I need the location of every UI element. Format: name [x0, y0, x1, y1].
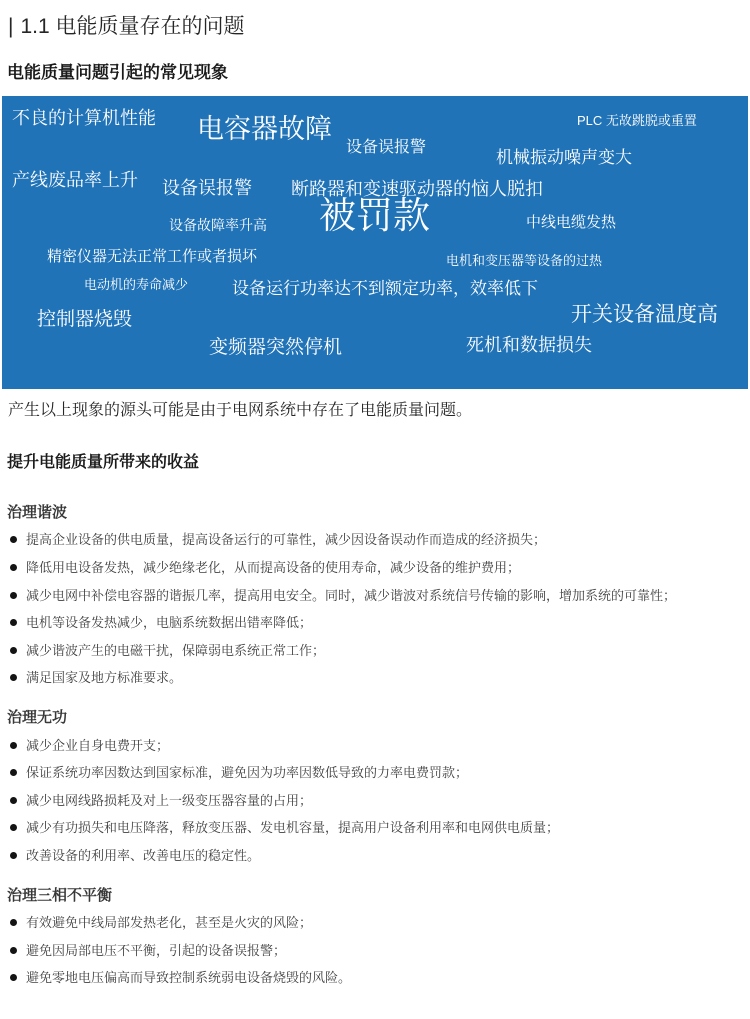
wordcloud-term: 断路器和变速驱动器的恼人脱扣 [291, 178, 543, 199]
wordcloud-term: 设备运行功率达不到额定功率，效率低下 [232, 278, 538, 298]
wordcloud-term: 精密仪器无法正常工作或者损坏 [47, 247, 258, 265]
wordcloud-term: 机械振动噪声变大 [496, 147, 632, 167]
bullet-list [0, 915, 750, 986]
section-harmonics [0, 503, 750, 686]
wordcloud-term: 开关设备温度高 [571, 302, 718, 326]
wordcloud-term: 中线电缆发热 [526, 213, 617, 231]
bullet-text: 降低用电设备发热，减少绝缘老化，从而提高设备的使用寿命，减少设备的维护费用； [26, 560, 521, 576]
list-item [10, 915, 750, 931]
bullet-text: 避免零地电压偏高而导致控制系统弱电设备烧毁的风险。 [26, 970, 352, 986]
bullet-icon [10, 647, 17, 654]
bullet-icon [10, 769, 17, 776]
bullet-text: 减少企业自身电费开支； [26, 737, 170, 753]
wordcloud-term: PLC 无故跳脱或重置 [577, 112, 697, 128]
bullet-text: 满足国家及地方标准要求。 [26, 670, 183, 686]
bullet-icon [10, 619, 17, 626]
list-item [10, 670, 750, 686]
page-title [8, 13, 750, 41]
bullet-icon [10, 564, 17, 571]
section-three-phase-unbalance [0, 886, 750, 986]
bullet-text: 避免因局部电压不平衡，引起的设备误报警； [26, 942, 287, 958]
title-marker: | [8, 15, 14, 38]
section-title: 治理无功 [7, 709, 68, 727]
list-item [10, 532, 750, 548]
section-title: 治理三相不平衡 [7, 886, 113, 904]
list-item [10, 848, 750, 864]
bullet-icon [10, 742, 17, 749]
bullet-text: 减少有功损失和电压降落，释放变压器、发电机容量，提高用户设备利用率和电网供电质量； [26, 820, 560, 836]
bullet-icon [10, 824, 17, 831]
section-title: 治理谐波 [7, 503, 68, 521]
wordcloud-term: 电动机的寿命减少 [84, 276, 189, 292]
list-item [10, 560, 750, 576]
bullet-icon [10, 974, 17, 981]
list-item [10, 738, 750, 754]
list-item [10, 765, 750, 781]
list-item [10, 643, 750, 659]
list-item [10, 820, 750, 836]
wordcloud-term: 控制器烧毁 [37, 308, 133, 330]
bullet-text: 电机等设备发热减少，电脑系统数据出错率降低； [26, 615, 313, 631]
wordcloud-term: 电机和变压器等设备的过热 [446, 252, 603, 268]
bullet-icon [10, 919, 17, 926]
list-item [10, 970, 750, 986]
bullet-icon [10, 674, 17, 681]
wordcloud-term: 不良的计算机性能 [12, 107, 156, 128]
list-item [10, 615, 750, 631]
wordcloud-term: 电容器故障 [197, 113, 332, 144]
wordcloud-term: 设备故障率升高 [169, 216, 267, 233]
section-reactive-power [0, 708, 750, 863]
wordcloud-term: 设备误报警 [346, 138, 427, 156]
bullet-text: 减少电网中补偿电容器的谐振几率，提高用电安全。同时，减少谐波对系统信号传输的影响，增加系统的可靠性； [26, 587, 677, 603]
bullet-list [0, 532, 750, 686]
list-item [10, 588, 750, 604]
bullet-text: 提高企业设备的供电质量，提高设备运行的可靠性，减少因设备误动作而造成的经济损失； [26, 532, 547, 548]
wordcloud-caption: 电能质量问题引起的常见现象 [7, 63, 228, 83]
bullet-icon [10, 797, 17, 804]
bullet-text: 有效避免中线局部发热老化，甚至是火灾的风险； [26, 915, 313, 931]
benefits-heading: 提升电能质量所带来的收益 [7, 453, 200, 471]
bullet-icon [10, 536, 17, 543]
list-item [10, 943, 750, 959]
wordcloud-term: 设备误报警 [162, 177, 252, 198]
bullet-icon [10, 852, 17, 859]
bullet-text: 保证系统功率因数达到国家标准，避免因为功率因数低导致的力率电费罚款； [26, 765, 469, 781]
bullet-text: 改善设备的利用率、改善电压的稳定性。 [26, 847, 261, 863]
wordcloud-term: 产线废品率上升 [12, 169, 138, 190]
wordcloud [2, 96, 748, 389]
bullet-list [0, 738, 750, 864]
lead-paragraph: 产生以上现象的源头可能是由于电网系统中存在了电能质量问题。 [8, 401, 473, 419]
wordcloud-term: 变频器突然停机 [209, 336, 343, 358]
wordcloud-term: 死机和数据损失 [466, 334, 592, 355]
bullet-text: 减少电网线路损耗及对上一级变压器容量的占用； [26, 792, 313, 808]
list-item [10, 793, 750, 809]
bullet-icon [10, 947, 17, 954]
bullet-icon [10, 592, 17, 599]
bullet-text: 减少谐波产生的电磁干扰，保障弱电系统正常工作； [26, 642, 326, 658]
page-title-text: 1.1 电能质量存在的问题 [20, 15, 245, 38]
wordcloud-term: 被罚款 [319, 194, 430, 236]
